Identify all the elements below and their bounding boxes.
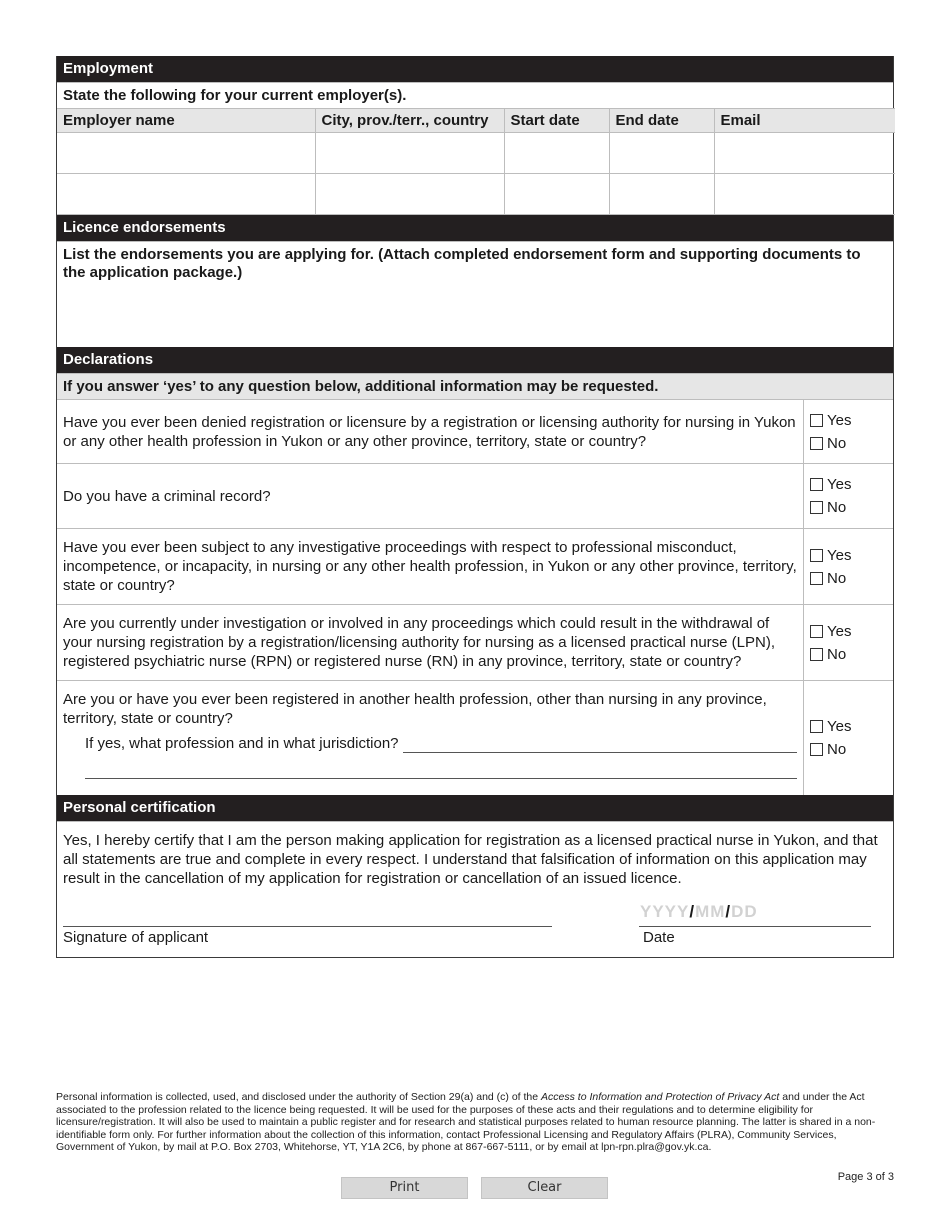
question-text: Have you ever been denied registration or licensure by a registration or licensing authority for nursing in Yukon or any other health profession in Yukon or any other province, territory, state or country? — [57, 400, 804, 463]
date-line — [639, 926, 871, 927]
question-text: Have you ever been subject to any investigative proceedings with respect to professional misconduct, incompetence, or incapacity, in nursing or any other health profession, in Yukon or any other province, territory, state or country? — [57, 529, 804, 604]
email-field[interactable] — [714, 174, 895, 215]
column-email: Email — [714, 109, 895, 133]
yes-option[interactable] — [810, 411, 893, 430]
no-label: No — [827, 645, 847, 663]
table-row — [57, 133, 895, 174]
clear-button[interactable]: Clear — [481, 1177, 608, 1199]
question-row — [57, 604, 893, 680]
checkbox-icon[interactable] — [810, 478, 823, 491]
employment-table — [57, 108, 895, 215]
employment-heading: Employment — [57, 56, 893, 82]
column-start-date: Start date — [504, 109, 609, 133]
followup-input-line[interactable] — [403, 737, 798, 753]
no-option[interactable] — [810, 498, 893, 517]
checkbox-icon[interactable] — [810, 625, 823, 638]
end-date-field[interactable] — [609, 174, 714, 215]
question-row — [57, 680, 893, 795]
checkbox-icon[interactable] — [810, 572, 823, 585]
employer-name-field[interactable] — [57, 174, 315, 215]
certification-heading: Personal certification — [57, 795, 893, 821]
column-end-date: End date — [609, 109, 714, 133]
privacy-act-title: Access to Information and Protection of Privacy Act — [541, 1091, 780, 1103]
date-field[interactable] — [640, 902, 758, 922]
start-date-field[interactable] — [504, 174, 609, 215]
checkbox-icon[interactable] — [810, 501, 823, 514]
certification-text: Yes, I hereby certify that I am the person making application for registration as a licensed practical nurse in Yukon, and that all statements are true and complete in every respect. I understand that falsification of information on this application may result in the cancellation of my application for registration or cancellation of an issued licence. — [63, 832, 878, 887]
yes-option[interactable] — [810, 546, 893, 565]
no-option[interactable] — [810, 645, 893, 664]
question-row — [57, 399, 893, 463]
table-row — [57, 174, 895, 215]
signature-field[interactable] — [63, 926, 552, 927]
date-year-placeholder: YYYY — [640, 902, 690, 921]
yes-option[interactable] — [810, 717, 893, 736]
checkbox-icon[interactable] — [810, 743, 823, 756]
checkbox-icon[interactable] — [810, 720, 823, 733]
question-text: Are you or have you ever been registered in another health profession, other than nursing in any province, territory, state or country? — [63, 691, 767, 727]
answer-options — [804, 681, 893, 795]
question-row — [57, 528, 893, 604]
checkbox-icon[interactable] — [810, 437, 823, 450]
yes-label: Yes — [827, 546, 852, 564]
column-employer-name: Employer name — [57, 109, 315, 133]
application-form — [56, 56, 894, 958]
start-date-field[interactable] — [504, 133, 609, 174]
question-text: Are you currently under investigation or involved in any proceedings which could result in the withdrawal of your nursing registration by a registration/licensing authority for nursing as a licensed practical nurse (LPN), registered psychiatric nurse (RPN) or registered nurse (RN) in any province, territory, state or country? — [57, 605, 804, 680]
employer-name-field[interactable] — [57, 133, 315, 174]
answer-options — [804, 605, 893, 680]
no-label: No — [827, 569, 847, 587]
date-label: Date — [643, 929, 675, 946]
date-separator: / — [689, 902, 696, 921]
yes-label: Yes — [827, 411, 852, 429]
declarations-heading: Declarations — [57, 347, 893, 373]
employment-intro: State the following for your current employer(s). — [57, 82, 893, 108]
question-row — [57, 463, 893, 528]
yes-option[interactable] — [810, 475, 893, 494]
followup-row — [63, 734, 797, 753]
no-option[interactable] — [810, 569, 893, 588]
checkbox-icon[interactable] — [810, 414, 823, 427]
date-month-placeholder: MM — [695, 902, 726, 921]
no-label: No — [827, 434, 847, 452]
yes-label: Yes — [827, 476, 852, 493]
checkbox-icon[interactable] — [810, 549, 823, 562]
yes-option[interactable] — [810, 622, 893, 641]
answer-options — [804, 464, 893, 528]
privacy-text-end: and under the Act associated to the profession related to the licence being requested. It will be used for the purposes of these acts and their regulations and to determine eligibility for licensure/registration. It will also be used to maintain a public register and for research and statistical purposes related to human resource planning. The latter is shared in a non-identifiable form only. For further information about the collection of this information, contact Professional Licensing and Regulatory Affairs (PLRA), Community Services, Government of Yukon, by mail at P.O. Box 2703, Whitehorse, YT, Y1A 2C6, by phone at 867-667-5111, or by email at lpn-rpn.plra@gov.yk.ca. — [56, 1091, 876, 1153]
checkbox-icon[interactable] — [810, 648, 823, 661]
yes-label: Yes — [827, 718, 852, 735]
question-text-block — [57, 681, 804, 795]
date-day-placeholder: DD — [731, 902, 758, 921]
date-separator: / — [725, 902, 732, 921]
city-field[interactable] — [315, 133, 504, 174]
no-option[interactable] — [810, 434, 893, 453]
email-field[interactable] — [714, 133, 895, 174]
answer-options — [804, 529, 893, 604]
privacy-text-start: Personal information is collected, used, and disclosed under the authority of Section 29(a) and (c) of the — [56, 1091, 542, 1103]
question-text: Do you have a criminal record? — [57, 464, 804, 528]
answer-options — [804, 400, 893, 463]
page-number: Page 3 of 3 — [837, 1171, 894, 1183]
declarations-note: If you answer ‘yes’ to any question below, additional information may be requested. — [57, 373, 893, 399]
endorsements-field[interactable] — [57, 241, 893, 347]
city-field[interactable] — [315, 174, 504, 215]
print-button[interactable]: Print — [341, 1177, 468, 1199]
yes-label: Yes — [827, 622, 852, 640]
signature-label: Signature of applicant — [63, 929, 209, 946]
no-option[interactable] — [810, 740, 893, 759]
certification-block — [57, 821, 893, 957]
endorsements-heading: Licence endorsements — [57, 215, 893, 241]
column-city: City, prov./terr., country — [315, 109, 504, 133]
endorsements-instruction: List the endorsements you are applying for. (Attach completed endorsement form and supporting documents to the application package.) — [63, 246, 861, 281]
followup-label: If yes, what profession and in what jurisdiction? — [85, 735, 399, 752]
privacy-notice — [56, 1091, 894, 1154]
followup-input-line-2[interactable] — [85, 767, 797, 779]
no-label: No — [827, 499, 847, 516]
end-date-field[interactable] — [609, 133, 714, 174]
no-label: No — [827, 741, 847, 758]
employment-header-row — [57, 109, 895, 133]
